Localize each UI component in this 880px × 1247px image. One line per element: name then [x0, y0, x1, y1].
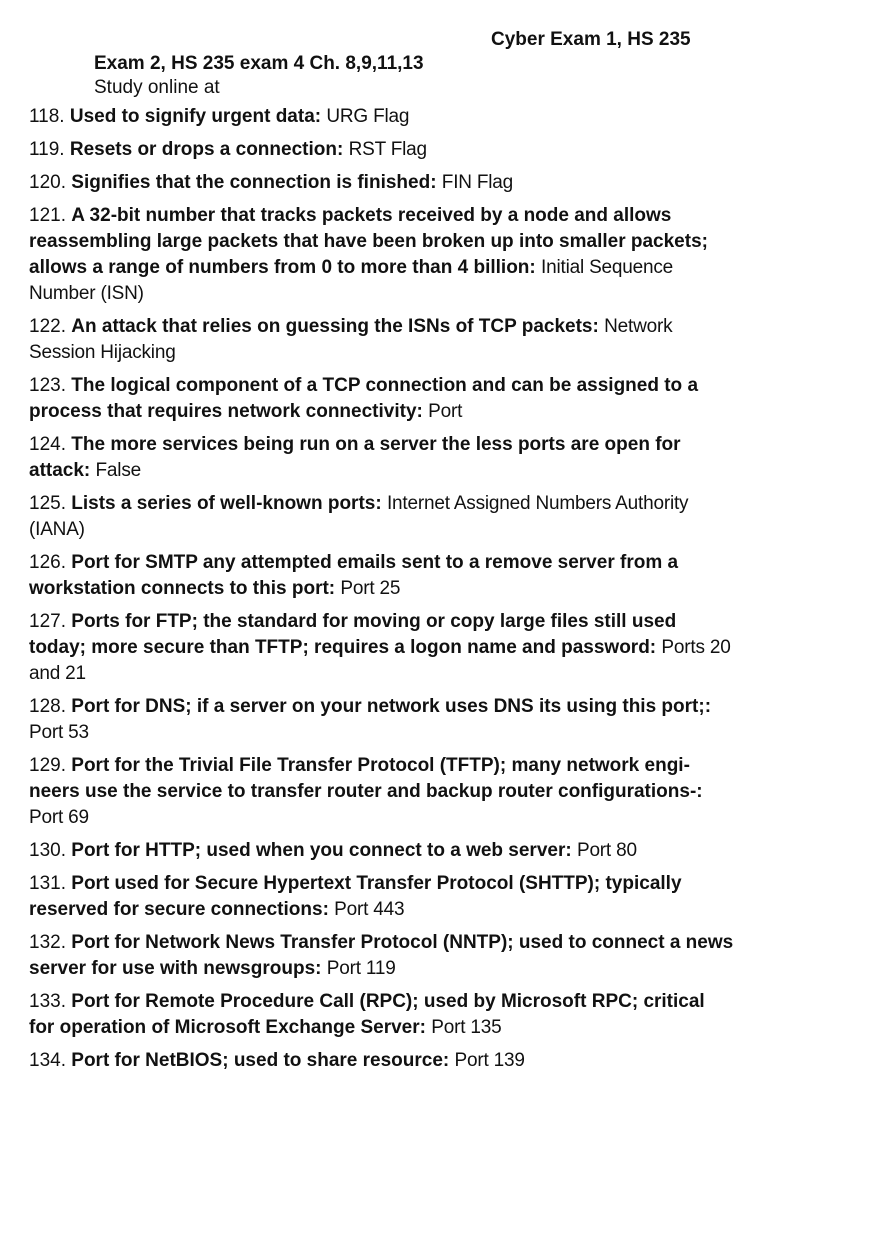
card-definition: False: [95, 460, 141, 481]
card-definition: Port 119: [326, 958, 396, 979]
page-title: Cyber Exam 1, HS 235: [491, 29, 691, 50]
header-block: [94, 52, 424, 100]
card-number: 130.: [29, 840, 66, 861]
flashcard-item: [29, 989, 734, 1041]
card-definition: Port 139: [454, 1050, 525, 1071]
card-term: Used to signify urgent data:: [69, 106, 322, 127]
card-number: 134.: [29, 1050, 66, 1071]
card-number: 131.: [29, 873, 66, 894]
card-term: A 32-bit number that tracks packets received by a node and allows reassembling large packets that have been broken up into smaller packets; allows a range of numbers from 0 to more than 4 billion:: [29, 205, 708, 278]
card-definition: Port 135: [431, 1017, 502, 1038]
card-term: An attack that relies on guessing the ISNs of TCP packets:: [71, 316, 599, 337]
card-number: 128.: [29, 696, 66, 717]
card-definition: Port: [428, 401, 463, 422]
flashcard-item: [29, 838, 734, 864]
card-term: The more services being run on a server the less ports are open for attack:: [29, 434, 681, 481]
flashcard-item: [29, 609, 734, 687]
card-number: 123.: [29, 375, 66, 396]
card-number: 125.: [29, 493, 66, 514]
flashcard-item: [29, 137, 734, 163]
flashcard-item: [29, 930, 734, 982]
card-definition: Port 69: [29, 807, 89, 828]
card-number: 127.: [29, 611, 66, 632]
card-definition: URG Flag: [326, 106, 410, 127]
card-number: 129.: [29, 755, 66, 776]
card-definition: FIN Flag: [441, 172, 514, 193]
card-definition: Network Session Hijacking: [29, 316, 673, 363]
card-term: Port for SMTP any attempted emails sent to a remove server from a workstation connects to this port:: [29, 552, 679, 599]
card-definition: Port 80: [576, 840, 637, 861]
card-number: 121.: [29, 205, 66, 226]
flashcard-item: [29, 373, 734, 425]
flashcard-item: [29, 491, 734, 543]
card-term: Lists a series of well-known ports:: [71, 493, 382, 514]
card-number: 118.: [29, 106, 65, 127]
card-number: 126.: [29, 552, 66, 573]
card-definition: Port 25: [340, 578, 401, 599]
flashcard-item: [29, 314, 734, 366]
card-number: 120.: [29, 172, 66, 193]
card-term: Ports for FTP; the standard for moving or copy large files still used today; more secure than TFTP; requires a logon name and password:: [29, 611, 677, 658]
flashcard-item: [29, 753, 734, 831]
card-number: 119.: [29, 139, 65, 160]
card-term: Port for Remote Procedure Call (RPC); used by Microsoft RPC; critical for operation of Microsoft Exchange Server:: [29, 991, 705, 1038]
card-term: Port used for Secure Hypertext Transfer Protocol (SHTTP); typically reserved for secure connections:: [29, 873, 682, 920]
flashcard-item: [29, 432, 734, 484]
card-term: Port for Network News Transfer Protocol (NNTP); used to connect a news server for use with newsgroups:: [29, 932, 734, 979]
flashcard-item: [29, 1048, 734, 1074]
card-term: Port for HTTP; used when you connect to a web server:: [71, 840, 572, 861]
card-term: Resets or drops a connection:: [69, 139, 344, 160]
card-number: 133.: [29, 991, 66, 1012]
card-definition: Internet Assigned Numbers Authority (IANA): [29, 493, 689, 540]
card-number: 124.: [29, 434, 66, 455]
card-term: Signifies that the connection is finished:: [71, 172, 437, 193]
card-term: Port for the Trivial File Transfer Protocol (TFTP); many network engi-neers use the service to transfer router and backup router configurations-:: [29, 755, 703, 802]
flashcard-item: [29, 871, 734, 923]
flashcard-item: [29, 104, 734, 130]
card-definition: Initial Sequence Number (ISN): [29, 257, 674, 304]
flashcard-item: [29, 550, 734, 602]
card-number: 122.: [29, 316, 66, 337]
card-definition: Ports 20 and 21: [29, 637, 731, 684]
study-online-text: Study online at: [94, 77, 220, 98]
card-number: 132.: [29, 932, 66, 953]
card-definition: Port 53: [29, 722, 89, 743]
flashcard-item: [29, 694, 734, 746]
flashcard-item: [29, 203, 734, 307]
card-definition: Port 443: [334, 899, 405, 920]
card-term: The logical component of a TCP connection and can be assigned to a process that requires network connectivity:: [29, 375, 699, 422]
flashcard-item: [29, 170, 734, 196]
flashcard-list: [29, 104, 734, 1081]
card-term: Port for DNS; if a server on your network uses DNS its using this port;:: [71, 696, 712, 717]
card-term: Port for NetBIOS; used to share resource:: [71, 1050, 450, 1071]
card-definition: RST Flag: [348, 139, 427, 160]
document-subtitle: Exam 2, HS 235 exam 4 Ch. 8,9,11,13: [94, 53, 424, 74]
